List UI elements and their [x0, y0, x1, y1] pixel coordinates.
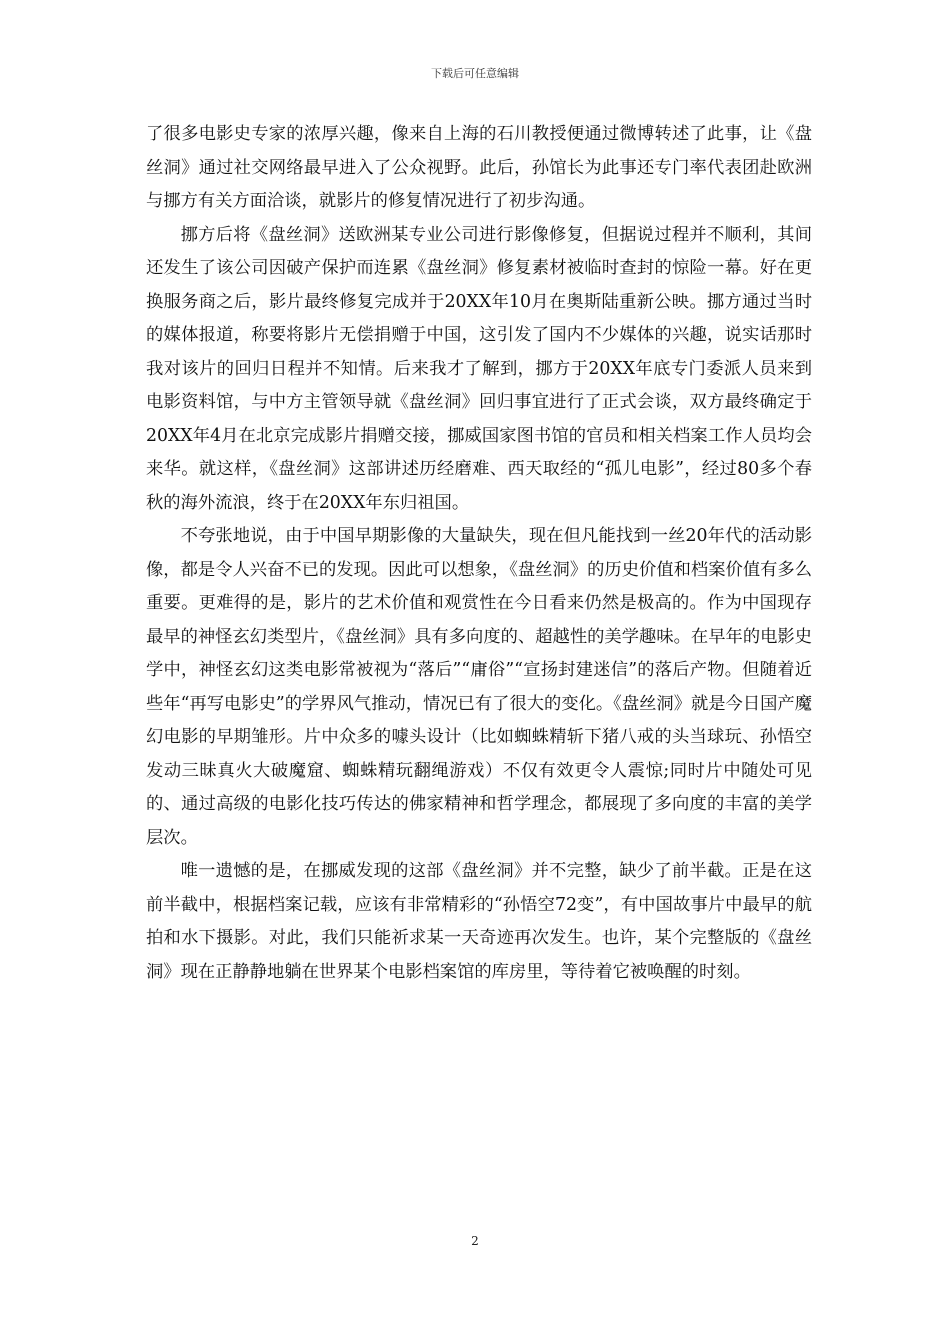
page-header: 下载后可任意编辑: [431, 67, 519, 80]
document-body: [146, 118, 812, 989]
paragraph-continued: 了很多电影史专家的浓厚兴趣，像来自上海的石川教授便通过微博转述了此事，让《盘丝洞》通过社交网络最早进入了公众视野。此后，孙馆长为此事还专门率代表团赴欧洲与挪方有关方面洽谈，就影片的修复情况进行了初步沟通。: [146, 124, 812, 211]
page-number: 2: [471, 1234, 479, 1248]
paragraph-regret: 唯一遗憾的是，在挪威发现的这部《盘丝洞》并不完整，缺少了前半截。正是在这前半截中，根据档案记载，应该有非常精彩的“孙悟空72变”，有中国故事片中最早的航拍和水下摄影。对此，我们只能祈求某一天奇迹再次发生。也许，某个完整版的《盘丝洞》现在正静静地躺在世界某个电影档案馆的库房里，等待着它被唤醒的时刻。: [146, 861, 812, 982]
paragraph-value: 不夸张地说，由于中国早期影像的大量缺失，现在但凡能找到一丝20年代的活动影像，都是令人兴奋不已的发现。因此可以想象，《盘丝洞》的历史价值和档案价值有多么重要。更难得的是，影片的艺术价值和观赏性在今日看来仍然是极高的。作为中国现存最早的神怪玄幻类型片，《盘丝洞》具有多向度的、超越性的美学趣味。在早年的电影史学中，神怪玄幻这类电影常被视为“落后”“庸俗”“宣扬封建迷信”的落后产物。但随着近些年“再写电影史”的学界风气推动，情况已有了很大的变化。《盘丝洞》就是今日国产魔幻电影的早期雏形。片中众多的噱头设计（比如蜘蛛精斩下猪八戒的头当球玩、孙悟空发动三昧真火大破魔窟、蜘蛛精玩翻绳游戏）不仅有效更令人震惊;同时片中随处可见的、通过高级的电影化技巧传达的佛家精神和哲学理念，都展现了多向度的丰富的美学层次。: [146, 526, 812, 848]
paragraph-restoration: 挪方后将《盘丝洞》送欧洲某专业公司进行影像修复，但据说过程并不顺利，其间还发生了该公司因破产保护而连累《盘丝洞》修复素材被临时查封的惊险一幕。好在更换服务商之后，影片最终修复完成并于20XX年10月在奥斯陆重新公映。挪方通过当时的媒体报道，称要将影片无偿捐赠于中国，这引发了国内不少媒体的兴趣，说实话那时我对该片的回归日程并不知情。后来我才了解到，挪方于20XX年底专门委派人员来到电影资料馆，与中方主管领导就《盘丝洞》回归事宜进行了正式会谈，双方最终确定于20XX年4月在北京完成影片捐赠交接，挪威国家图书馆的官员和相关档案工作人员均会来华。就这样，《盘丝洞》这部讲述历经磨难、西天取经的“孤儿电影”，经过80多个春秋的海外流浪，终于在20XX年东归祖国。: [146, 224, 812, 513]
